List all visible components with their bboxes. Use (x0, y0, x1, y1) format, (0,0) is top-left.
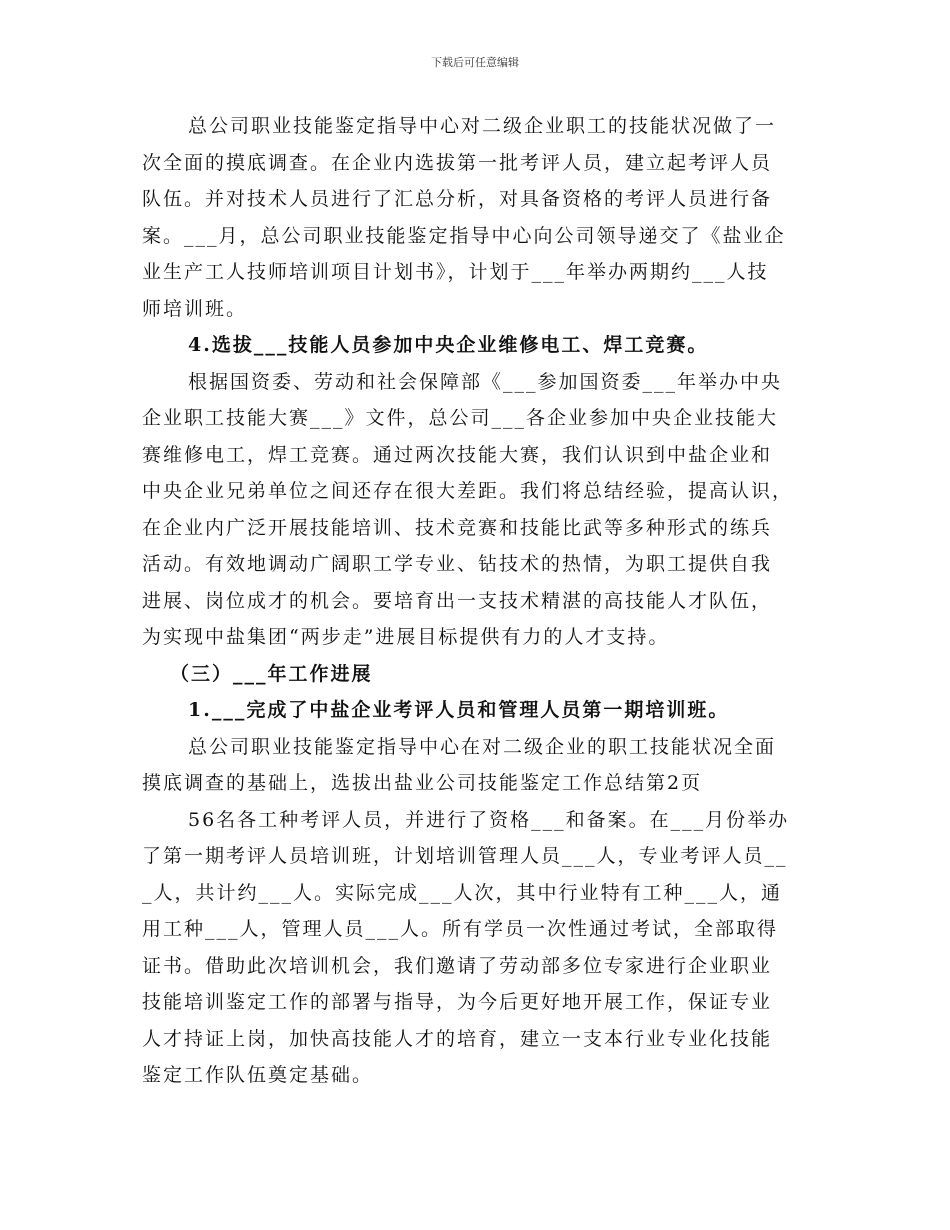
text-line: 业生产工人技师培训项目计划书》，计划于___年举办两期约___人技 (142, 261, 769, 283)
text-line: 总公司职业技能鉴定指导中心在对二级企业的职工技能状况全面 (188, 735, 777, 758)
text-line: 活动。有效地调动广阔职工学专业、钻技术的热情，为职工提供自我 (142, 553, 773, 575)
text-line: 进展、岗位成才的机会。要培育出一支技术精湛的高技能人才队伍， (142, 589, 773, 612)
body-paragraph (142, 802, 814, 1094)
body-paragraph (142, 729, 814, 802)
text-line: 了第一期考评人员培训班，计划培训管理人员___人，专业考评人员__ (142, 845, 788, 867)
text-line: 用工种___人，管理人员___人。所有学员一次性通过考试，全部取得 (142, 918, 779, 940)
text-line: 根据国资委、劳动和社会保障部《___参加国资委___年举办中央 (188, 370, 783, 393)
text-line: 总公司职业技能鉴定指导中心对二级企业职工的技能状况做了一 (188, 115, 777, 137)
text-line: 56名各工种考评人员，并进行了资格___和备案。在___月份举办 (188, 808, 790, 831)
body-paragraph (142, 108, 814, 327)
text-line: 人才持证上岗，加快高技能人才的培育，建立一支本行业专业化技能 (142, 1027, 773, 1050)
text-line: 技能培训鉴定工作的部署与指导，为今后更好地开展工作，保证专业 (142, 991, 773, 1013)
text-line: 师培训班。 (142, 297, 248, 320)
text-line: 企业职工技能大赛___》文件，总公司___各企业参加中央企业技能大 (142, 407, 779, 429)
page-header: 下载后可任意编辑 (431, 56, 519, 69)
text-line: 4.选拔___技能人员参加中央企业维修电工、焊工竞赛。 (188, 334, 709, 356)
text-line: 队伍。并对技术人员进行了汇总分析，对具备资格的考评人员进行备 (142, 188, 773, 210)
text-line: 赛维修电工，焊工竞赛。通过两次技能大赛，我们认识到中盐企业和 (142, 443, 773, 466)
body-paragraph (142, 364, 814, 656)
section-heading (142, 692, 814, 729)
text-line: 中央企业兄弟单位之间还存在很大差距。我们将总结经验，提高认识， (142, 480, 794, 502)
text-line: 次全面的摸底调查。在企业内选拔第一批考评人员，建立起考评人员 (142, 151, 773, 174)
text-line: _人，共计约___人。实际完成___人次，其中行业特有工种___人，通 (142, 881, 783, 904)
section-heading (142, 327, 814, 364)
text-line: 案。___月，总公司职业技能鉴定指导中心向公司领导递交了《盐业企 (142, 224, 786, 247)
text-line: 在企业内广泛开展技能培训、技术竞赛和技能比武等多种形式的练兵 (142, 516, 773, 539)
section-heading (142, 656, 814, 693)
text-line: 摸底调查的基础上，选拔出盐业公司技能鉴定工作总结第2页 (142, 772, 703, 794)
text-line: （三）___年工作进展 (170, 662, 373, 685)
text-line: 证书。借助此次培训机会，我们邀请了劳动部多位专家进行企业职业 (142, 954, 773, 977)
document-body (142, 108, 814, 1094)
text-line: 鉴定工作队伍奠定基础。 (142, 1064, 374, 1086)
text-line: 为实现中盐集团“两步走”进展目标提供有力的人才支持。 (142, 626, 670, 648)
text-line: 1.___完成了中盐企业考评人员和管理人员第一期培训班。 (188, 699, 730, 721)
